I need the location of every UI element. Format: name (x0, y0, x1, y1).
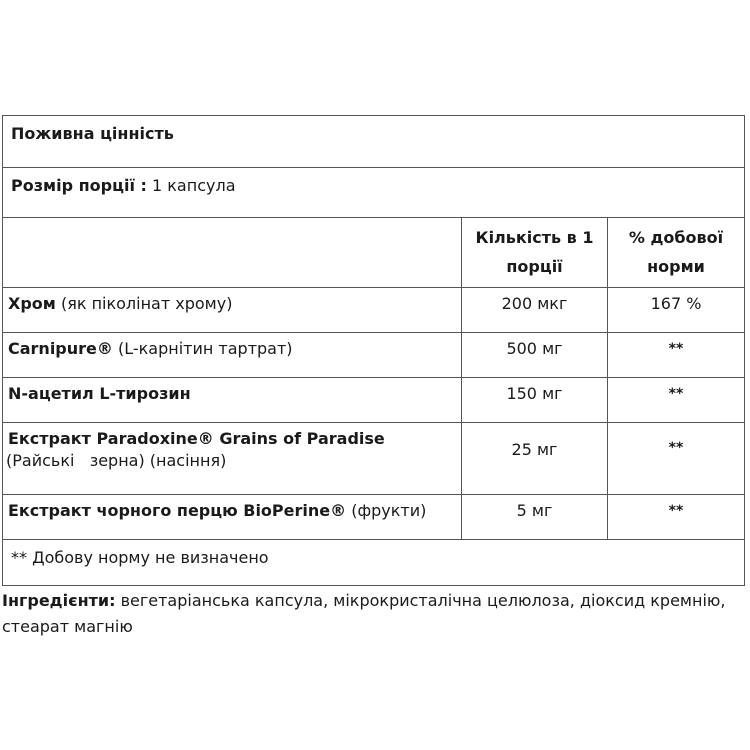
ingredients-list (2, 588, 742, 640)
serving-size-value: 1 капсула (152, 176, 236, 195)
table-row (3, 378, 744, 423)
daily-value: ** (668, 503, 684, 519)
header-daily-value: % добової норми (628, 228, 724, 276)
daily-value: ** (668, 341, 684, 357)
ingredient-name-bold: Екстракт чорного перцю BioPerine® (8, 501, 347, 520)
ingredient-name (3, 333, 462, 377)
ingredient-name (3, 378, 462, 422)
table-title: Поживна цінність (3, 116, 744, 168)
ingredient-name (3, 423, 462, 494)
ingredients-label: Інгредієнти: (2, 591, 116, 610)
ingredient-name-bold: Carnipure® (8, 339, 113, 358)
header-amount: Кількість в 1 порції (462, 218, 608, 287)
serving-size (3, 168, 744, 218)
ingredient-name-bold: Екстракт Paradoxine® Grains of Paradise (8, 429, 385, 448)
ingredient-name-detail: (L-карнітин тартрат) (112, 339, 293, 358)
amount-value: 5 мг (462, 495, 608, 539)
amount-value: 25 мг (462, 423, 608, 494)
amount-value: 500 мг (462, 333, 608, 377)
table-row (3, 495, 744, 540)
serving-size-label: Розмір порції : (11, 176, 147, 195)
amount-value: 150 мг (462, 378, 608, 422)
nutrition-facts-table (2, 115, 745, 586)
table-row (3, 288, 744, 333)
ingredient-name (3, 495, 462, 539)
ingredient-name-detail: (Райські зерна) (насіння) (6, 451, 227, 470)
ingredient-name-bold: Хром (8, 294, 56, 313)
table-row (3, 423, 744, 495)
amount-value: 200 мкг (462, 288, 608, 332)
ingredient-name-detail: (як піколінат хрому) (55, 294, 233, 313)
table-row (3, 333, 744, 378)
header-ingredient (3, 218, 462, 287)
daily-value: ** (668, 440, 684, 456)
ingredient-name-bold: N-ацетил L-тирозин (8, 384, 191, 403)
daily-value: ** (668, 386, 684, 402)
ingredient-name (3, 288, 462, 332)
footnote: ** Добову норму не визначено (11, 548, 269, 567)
ingredient-name-detail: (фрукти) (346, 501, 427, 520)
daily-value: 167 % (650, 294, 702, 313)
ingredients-text: вегетаріанська капсула, мікрокристалічна целюлоза, діоксид кремнію, стеарат магнію (2, 591, 726, 636)
column-header-row (3, 218, 744, 288)
